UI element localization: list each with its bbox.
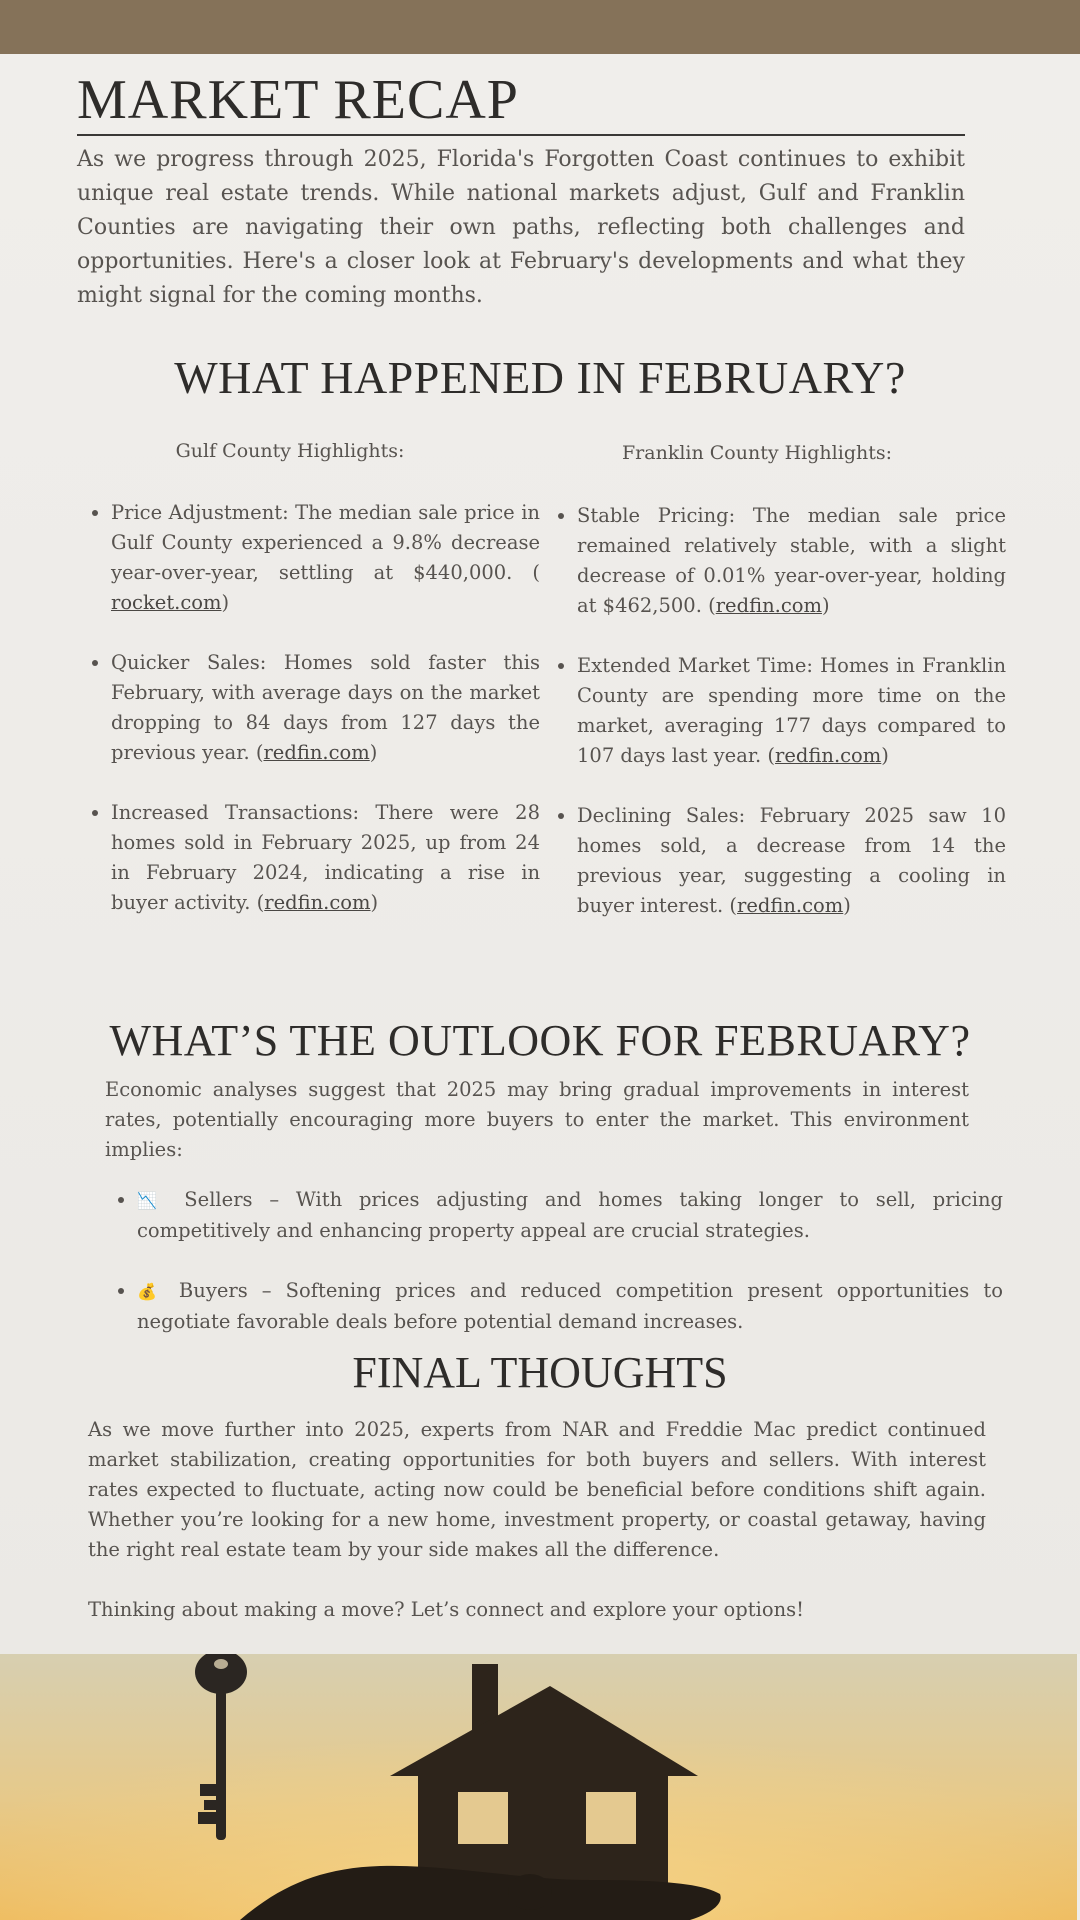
outlook-list [103,1185,1003,1367]
intro-paragraph: As we progress through 2025, Florida's Forgotten Coast continues to exhibit unique real estate trends. While national markets adjust, Gulf and Franklin Counties are navigating their own paths, reflecting both challenges and opportunities. Here's a closer look at February's developments and what they might signal for the coming months. [77,147,965,308]
final-thoughts-heading: FINAL THOUGHTS [352,1348,728,1397]
list-item: • Quicker Sales: Homes sold faster this February, with average days on the market dropping to 84 days from 127 days the previous year. (redfin.com) [111,648,540,768]
list-item: • Declining Sales: February 2025 saw 10 homes sold, a decrease from 14 the previous year, suggesting a cooling in buyer interest. (redfin.com) [577,801,1006,921]
call-to-action: Thinking about making a move? Let’s connect and explore your options! [88,1598,804,1621]
source-link[interactable]: redfin.com [715,594,822,617]
money-bag-icon: 💰 [137,1282,165,1301]
franklin-highlights-list [543,501,1006,951]
outlook-paragraph: Economic analyses suggest that 2025 may bring gradual improvements in interest rates, potentially encouraging more buyers to enter the market. This environment implies: [105,1078,969,1161]
source-link[interactable]: redfin.com [737,894,844,917]
source-link[interactable]: redfin.com [775,744,882,767]
source-link[interactable]: redfin.com [263,741,370,764]
february-heading: WHAT HAPPENED IN FEBRUARY? [174,352,906,403]
chart-decreasing-icon: 📉 [137,1191,168,1210]
source-link[interactable]: redfin.com [264,891,371,914]
top-color-bar [0,0,1080,54]
page-title: MARKET RECAP [77,68,965,136]
outlook-heading: WHAT’S THE OUTLOOK FOR FEBRUARY? [109,1016,971,1065]
list-item: • Stable Pricing: The median sale price remained relatively stable, with a slight decrease of 0.01% year-over-year, holding at $462,500. (redfin.com) [577,501,1006,621]
final-paragraph: As we move further into 2025, experts from NAR and Freddie Mac predict continued market stabilization, creating opportunities for both buyers and sellers. With interest rates expected to fluctuate, acting now could be beneficial before conditions shift again. Whether you’re looking for a new home, investment property, or coastal getaway, having the right real estate team by your side makes all the difference. [88,1418,986,1561]
list-item: • Extended Market Time: Homes in Franklin County are spending more time on the market, averaging 177 days compared to 107 days last year. (redfin.com) [577,651,1006,771]
house-key-illustration [0,1654,1077,1920]
list-item: • Increased Transactions: There were 28 homes sold in February 2025, up from 24 in February 2024, indicating a rise in buyer activity. (redfin.com) [111,798,540,918]
franklin-county-title: Franklin County Highlights: [621,442,893,464]
list-item: • Price Adjustment: The median sale price in Gulf County experienced a 9.8% decrease year-over-year, settling at $440,000. ( rocket.com) [111,498,540,618]
list-item: • 💰 Buyers – Softening prices and reduced competition present opportunities to negotiate favorable deals before potential demand increases. [137,1276,1003,1337]
hero-image [0,1654,1077,1920]
source-link[interactable]: rocket.com [111,591,222,614]
gulf-highlights-list [77,498,540,948]
gulf-county-title: Gulf County Highlights: [175,440,405,462]
list-item: • 📉 Sellers – With prices adjusting and homes taking longer to sell, pricing competitively and enhancing property appeal are crucial strategies. [137,1185,1003,1246]
